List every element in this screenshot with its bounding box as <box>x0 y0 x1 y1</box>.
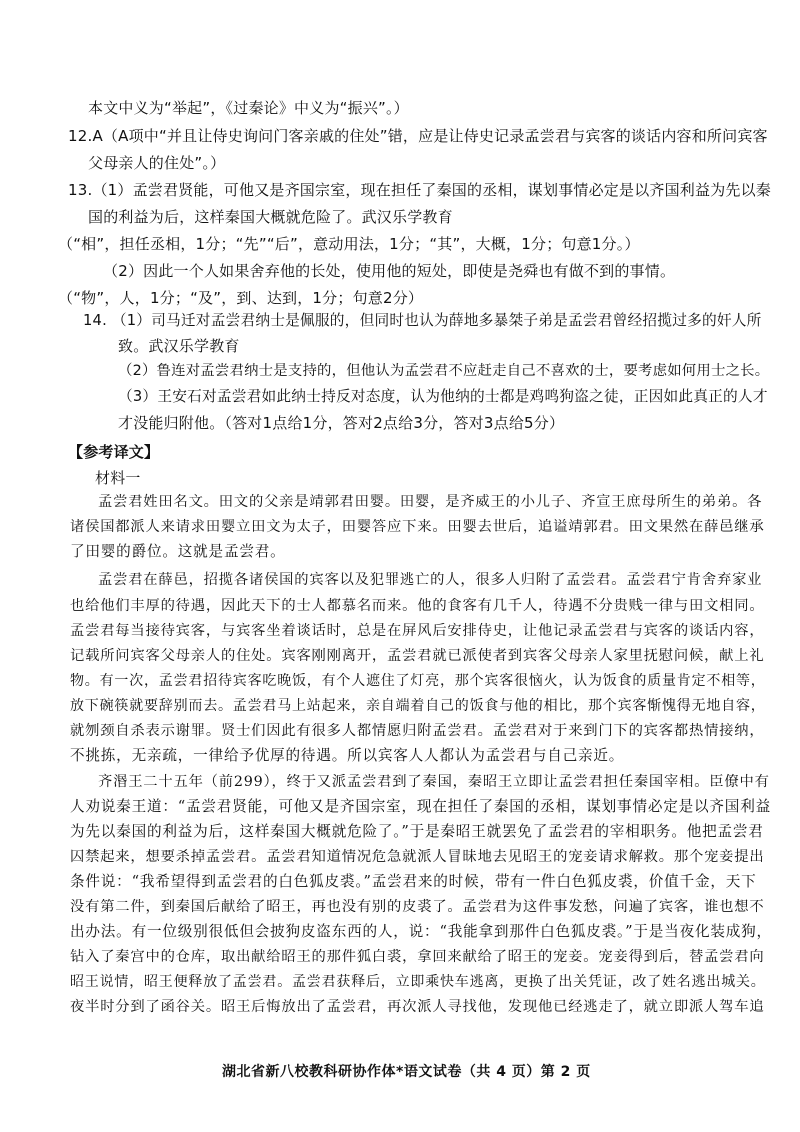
translation-line-12: 齐湣王二十五年（前299），终于又派孟尝君到了秦国，秦昭王立即让孟尝君担任秦国宰相。臣僚中有 <box>98 774 770 790</box>
answer-line-1: 本文中义为“举起”，《过秦论》中义为“振兴”。） <box>88 99 409 117</box>
answer-line-10: 致。武汉乐学教育 <box>118 337 240 355</box>
answer-line-4: 13.（1）孟尝君贤能，可他又是齐国宗室，现在担任了秦国的丞相，谋划事情必定是以齐国利益为先以秦 <box>68 181 772 199</box>
translation-line-18: 出办法。有一位级别很低但会披狗皮盗东西的人，说：“我能拿到那件白色狐皮裘。”于是当夜化装成狗， <box>70 923 772 940</box>
page-footer: 湖北省新八校教科研协作体*语文试卷（共 4 页）第 2 页 <box>222 1064 591 1080</box>
translation-line-4: 孟尝君在薛邑，招揽各诸侯国的宾客以及犯罪逃亡的人，很多人归附了孟尝君。孟尝君宁肯舍弃家业 <box>98 572 763 588</box>
translation-line-15: 囚禁起来，想要杀掉孟尝君。孟尝君知道情况危急就派人冒昧地去见昭王的宠妾请求解救。那个宠妾提出 <box>70 849 765 865</box>
translation-line-8: 物。有一次，孟尝君招待宾客吃晚饭，有个人遮住了灯亮，那个宾客很恼火，认为饭食的质量肯定不相等， <box>70 673 766 689</box>
answer-line-7: （2）因此一个人如果舍弃他的长处，使用他的短处，即使是尧舜也有做不到的事情。 <box>103 262 676 280</box>
translation-subheading: 材料一 <box>95 469 141 487</box>
translation-line-2: 诸侯国都派人来请求田婴立田文为太子，田婴答应下来。田婴去世后，追谥靖郭君。田文果然在薛邑继承 <box>70 519 765 535</box>
answer-line-2: 12.A（A项中“并且让侍史询问门客亲戚的住处”错，应是让侍史记录孟尝君与宾客的谈话内容和所问宾客 <box>68 127 768 145</box>
answer-line-8: （“物”，人，1分；“及”，到、达到，1分；句意2分） <box>58 289 424 307</box>
answer-line-11: （2）鲁连对孟尝君纳士是支持的，但他认为孟尝君不应赶走自己不喜欢的士，要考虑如何用士之长。 <box>118 363 770 379</box>
answer-line-6: （“相”，担任丞相，1分；“先”“后”，意动用法，1分；“其”，大概，1分；句意1分。） <box>58 235 640 253</box>
translation-line-9: 放下碗筷就要辞别而去。孟尝君马上站起来，亲自端着自己的饭食与他的相比，那个宾客惭愧得无地自容， <box>70 698 766 714</box>
translation-line-3: 了田婴的爵位。这就是孟尝君。 <box>70 543 286 560</box>
answer-line-5: 国的利益为后，这样秦国大概就危险了。武汉乐学教育 <box>88 208 453 226</box>
translation-line-6: 孟尝君每当接待宾客，与宾客坐着谈话时，总是在屏风后安排侍史，让他记录孟尝君与宾客的谈话内容， <box>70 623 765 639</box>
translation-line-5: 也给他们丰厚的待遇，因此天下的士人都慕名而来。他的食客有几千人，待遇不分贵贱一律与田文相同。 <box>70 598 765 614</box>
translation-line-13: 人劝说秦王道：“孟尝君贤能，可他又是齐国宗室，现在担任了秦国的丞相，谋划事情必定是以齐国利益 <box>70 798 771 815</box>
translation-line-11: 不挑拣，无亲疏，一律给予优厚的待遇。所以宾客人人都认为孟尝君与自己亲近。 <box>70 747 625 764</box>
translation-line-19: 钻入了秦宫中的仓库，取出献给昭王的那件狐白裘，拿回来献给了昭王的宠妾。宠妾得到后，替孟尝君向 <box>70 949 765 965</box>
translation-line-16: 条件说：“我希望得到孟尝君的白色狐皮裘。”孟尝君来的时候，带有一件白色狐皮裘，价值千金，天下 <box>70 873 757 890</box>
translation-heading: 【参考译文】 <box>68 443 160 461</box>
translation-line-14: 为先以秦国的利益为后，这样秦国大概就危险了。”于是秦昭王就罢免了孟尝君的宰相职务。他把孟尝君 <box>70 823 764 840</box>
answer-line-13: 才没能归附他。（答对1点给1分，答对2点给3分，答对3点给5分） <box>118 414 565 432</box>
answer-line-3: 父母亲人的住处”。） <box>88 154 226 172</box>
translation-line-7: 记载所问宾客父母亲人的住处。宾客刚刚离开，孟尝君就已派使者到宾客父母亲人家里抚慰问候，献上礼 <box>70 648 765 664</box>
answer-line-9: 14. （1）司马迁对孟尝君纳士是佩服的，但同时也认为薛地多暴桀子弟是孟尝君曾经招揽过多的奸人所 <box>83 312 762 329</box>
translation-line-17: 没有第二件，到秦国后献给了昭王，再也没有别的皮裘了。孟尝君为这件事发愁，问遍了宾客，谁也想不 <box>70 899 765 915</box>
translation-line-21: 夜半时分到了函谷关。昭王后悔放出了孟尝君，再次派人寻找他，发现他已经逃走了，就立即派人驾车追 <box>70 999 765 1015</box>
translation-line-1: 孟尝君姓田名文。田文的父亲是靖郭君田婴。田婴，是齐威王的小儿子、齐宣王庶母所生的弟弟。各 <box>98 494 763 510</box>
translation-line-20: 昭王说情，昭王便释放了孟尝君。孟尝君获释后，立即乘快车逃离，更换了出关凭证，改了姓名逃出城关。 <box>70 974 766 990</box>
answer-line-12: （3）王安石对孟尝君如此纳士持反对态度，认为他纳的士都是鸡鸣狗盗之徒，正因如此真正的人才 <box>118 388 768 405</box>
translation-line-10: 就刎颈自杀表示谢罪。贤士们因此有很多人都情愿归附孟尝君。孟尝君对于来到门下的宾客都热情接纳， <box>70 723 765 739</box>
